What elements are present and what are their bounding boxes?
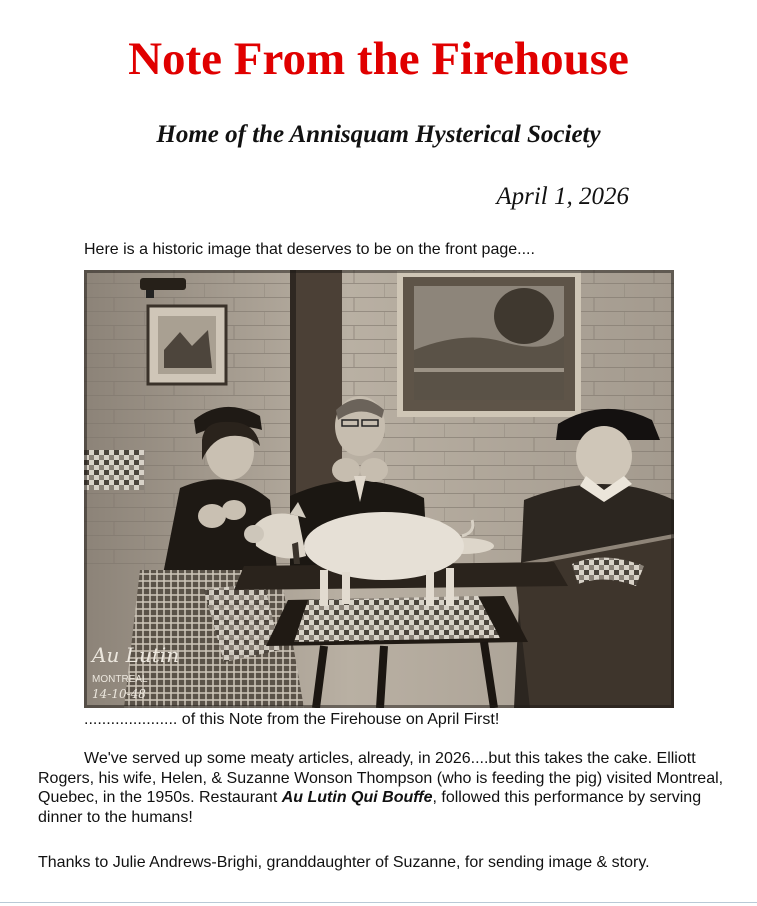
restaurant-name: Au Lutin Qui Bouffe xyxy=(281,789,433,806)
story-paragraph xyxy=(38,749,738,827)
story-text-start: We've served up some meaty articles, already, in 2026....but this takes the cake. Elliott Rogers, his wife, Helen, & Suzanne Wonson Thompson (who is feeding the pig) visited Montreal, Quebec, in the 1950s. Restaurant xyxy=(38,750,724,806)
thanks-line: Thanks to Julie Andrews-Brighi, granddaughter of Suzanne, for sending image & story. xyxy=(38,854,650,871)
photo-caption: ..................... of this Note from the Firehouse on April First! xyxy=(84,711,500,728)
bottom-divider xyxy=(0,902,757,903)
historic-photo xyxy=(84,270,674,708)
issue-date: April 1, 2026 xyxy=(496,183,629,210)
photo-stamp-city: MONTREAL xyxy=(92,674,148,685)
page-title: Note From the Firehouse xyxy=(128,33,629,85)
page-subtitle: Home of the Annisquam Hysterical Society xyxy=(156,121,601,148)
photo-stamp-name: Au Lutin xyxy=(92,643,180,667)
intro-text: Here is a historic image that deserves to be on the front page.... xyxy=(84,241,535,258)
photo-stamp-date: 14-10-48 xyxy=(92,687,146,701)
story-text-end: , followed this performance by serving dinner to the humans! xyxy=(38,789,702,826)
